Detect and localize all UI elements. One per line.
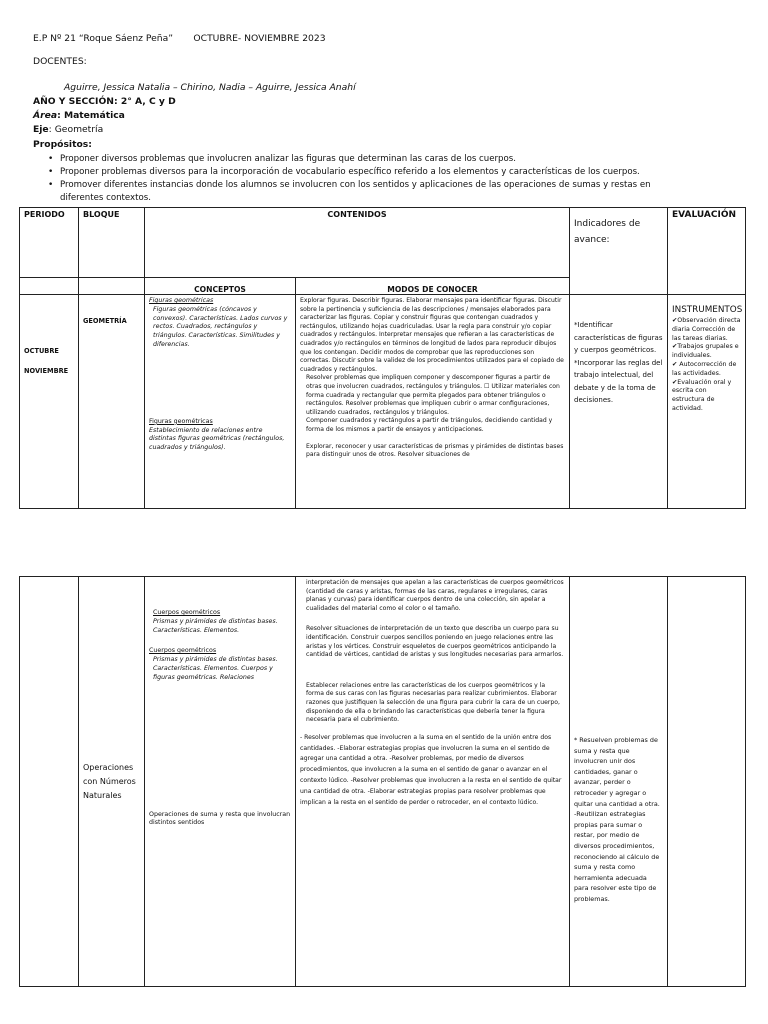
modos-cell — [296, 577, 570, 987]
conceptos-title: Cuerpos geométricos — [153, 609, 221, 616]
header-evaluacion: EVALUACIÓN — [668, 208, 746, 295]
conceptos-body: Prismas y pirámides de distintas bases. Características. Elementos. Cuerpos y figuras geométricas. Relaciones — [153, 656, 278, 681]
modos-paragraph: Componer cuadrados y rectángulos a partir de triángulos, decidiendo cantidad y forma de los mismos a partir de ensayos y anticipaciones. — [306, 417, 553, 433]
conceptos-cell — [145, 577, 296, 987]
eje-label: Eje — [33, 124, 49, 135]
modos-paragraph: Resolver situaciones de interpretación de un texto que describa un cuerpo para su identificación. Construir cuerpos sencillos poniendo en juego relaciones entre las aristas y los vértices. Construir esqueletos de cuerpos geométricos anticipando la cantidad de vértices, cantidad de aristas y sus longitudes necesarias para armarlos. — [306, 625, 564, 659]
conceptos-body: Figuras geométricas (cóncavos y convexos). Características. Lados curvos y rectos. Cuadrados, rectángulos y triángulos. Características. Similitudes y diferencias. — [153, 305, 288, 348]
instrumento-item: ✔Observación directa diaria Corrección de las tareas diarias. — [672, 317, 741, 342]
conceptos-body: Establecimiento de relaciones entre distintas figuras geométricas (rectángulos, cuadrados y triángulos). — [149, 426, 285, 452]
header-empty — [79, 278, 145, 295]
conceptos-cell — [145, 295, 296, 509]
bloque-cell: Operaciones con Números Naturales — [79, 577, 145, 987]
eje-line — [33, 124, 103, 136]
modos-paragraph: interpretación de mensajes que apelan a las características de cuerpos geométricos (cantidad de caras y aristas, formas de las caras, regulares e irregulares, caras planas y curvas) para identificar cuerpos dentro de una colección, sin apelar a cualidades del material como el color o el tamaño. — [306, 579, 564, 612]
operaciones-concept: Operaciones de suma y resta que involucran distintos sentidos — [149, 810, 291, 827]
docentes-label: DOCENTES: — [33, 56, 87, 67]
proposito-item: • Promover diferentes instancias donde los alumnos se involucren con los sentidos y aplicaciones de las operaciones de sumas y restas en diferentes contextos. — [36, 179, 696, 205]
proposito-item: • Proponer diversos problemas que involucren analizar las figuras que determinan las caras de los cuerpos. — [36, 153, 696, 166]
indicadores-cell: * Resuelven problemas de suma y resta que involucren unir dos cantidades, ganar o avanzar, perder o retroceder y agregar o quitar una cantidad a otra. -Reutilizan estrategias propias para sumar o restar, por medio de diversos procedimientos, reconociendo al cálculo de suma y resta como herramienta adecuada para resolver este tipo de problemas. — [570, 577, 668, 987]
anio-seccion: AÑO Y SECCIÓN: 2° A, C y D — [33, 96, 176, 107]
header-indicadores: Indicadores de avance: — [570, 208, 668, 295]
instrumento-item: ✔Evaluación oral y escrita con estructura de actividad. — [672, 378, 732, 412]
modos-paragraph: Explorar, reconocer y usar características de prismas y pirámides de distintas bases para distinguir unos de otros. Resolver situaciones de — [306, 442, 564, 459]
header-conceptos: CONCEPTOS — [145, 278, 296, 295]
modos-paragraph: Resolver problemas que impliquen componer y descomponer figuras a partir de otras que involucren cuadrados, rectángulos y triángulos. ☐ Utilizar materiales con forma cuadrada y rectangular que permita plegados para obtener triángulos o rectángulos. Resolver problemas que impliquen cubrir o armar configuraciones, utilizando cuadrados, rectángulos y triángulos. — [306, 374, 560, 416]
conceptos-body: Prismas y pirámides de distintas bases. Características. Elementos. — [153, 617, 278, 634]
conceptos-title: Figuras geométricas — [149, 297, 214, 304]
school-line: E.P Nº 21 “Roque Sáenz Peña” OCTUBRE- NOVIEMBRE 2023 — [33, 33, 326, 44]
modos-paragraph: - Resolver problemas que involucren a la suma en el sentido de la unión entre dos cantidades. -Elaborar estrategias propias que involucren la suma en el sentido de agregar una cantidad a otra. -Resolver problemas, por medio de diversos procedimientos, que involucren a la suma en el sentido de ganar o avanzar en el contexto lúdico. -Resolver problemas que involucren a la resta en el sentido de quitar una cantidad de otra. -Elaborar estrategias propias para resolver problemas que implican a la resta en el sentido de perder o retroceder, en el contexto lúdico. — [300, 733, 562, 806]
header-bloque: BLOQUE — [79, 208, 145, 278]
area-label: Área — [33, 110, 58, 121]
planning-table-1 — [19, 207, 746, 509]
periodo-cell — [20, 577, 79, 987]
bloque-cell: GEOMETRÍA — [79, 295, 145, 509]
conceptos-title: Figuras geométricas — [149, 417, 213, 425]
header-periodo: PERIODO — [20, 208, 79, 278]
docentes-names: Aguirre, Jessica Natalia – Chirino, Nadia – Aguirre, Jessica Anahí — [64, 82, 356, 93]
propositos-label: Propósitos: — [33, 139, 92, 150]
evaluacion-cell — [668, 577, 746, 987]
periodo-octubre: OCTUBRE — [24, 347, 59, 355]
proposito-item: • Proponer problemas diversos para la incorporación de vocabulario específico referido a los elementos y características de los cuerpos. — [36, 166, 696, 179]
header-contenidos: CONTENIDOS — [145, 208, 570, 278]
propositos-list — [36, 153, 696, 205]
area-line — [33, 110, 125, 122]
area-value: : Matemática — [57, 110, 125, 121]
eje-value: : Geometría — [48, 124, 104, 135]
instrumento-item: ✔Trabajos grupales e individuales. — [672, 343, 739, 360]
evaluacion-cell — [668, 295, 746, 509]
modos-paragraph: Explorar figuras. Describir figuras. Elaborar mensajes para identificar figuras. Discutir sobre la pertinencia y suficiencia de las descripciones / mensajes elaborados para caracterizar las figuras. Copiar y construir figuras que contengan cuadrados y rectángulos, utilizando hojas cuadriculadas. Usar la regla para construir y/o copiar cuadrados y rectángulos. Interpretar mensajes que refieran a las características de cuadrados y/o rectángulos en términos de longitud de lados para reproducir dibujos que los contengan. Decidir modos de comprobar que las reproducciones son correctas. Discutir sobre la validez de los procedimientos utilizados para el copiado de cuadrados y rectángulos. — [300, 297, 564, 373]
conceptos-title: Cuerpos geométricos — [149, 647, 217, 655]
periodo-cell — [20, 295, 79, 509]
header-empty — [20, 278, 79, 295]
periodo-noviembre: NOVIEMBRE — [24, 367, 69, 375]
indicadores-cell: *Identificar características de figuras y cuerpos geométricos. *Incorporar las reglas del trabajo intelectual, del debate y de la toma de decisiones. — [570, 295, 668, 509]
header-modos: MODOS DE CONOCER — [296, 278, 570, 295]
instrumentos-title: INSTRUMENTOS — [672, 305, 743, 315]
instrumento-item: ✔ Autocorrección de las actividades. — [672, 360, 737, 377]
modos-paragraph: Establecer relaciones entre las características de los cuerpos geométricos y la forma de sus caras con las figuras necesarias para realizar cubrimientos. Elaborar razones que justifiquen la selección de una figura para cubrir la cara de un cuerpo, disponiendo de ella o brindando las características que debería tener la figura necesaria para el cubrimiento. — [306, 681, 560, 724]
planning-table-2 — [19, 576, 746, 987]
modos-cell — [296, 295, 570, 509]
